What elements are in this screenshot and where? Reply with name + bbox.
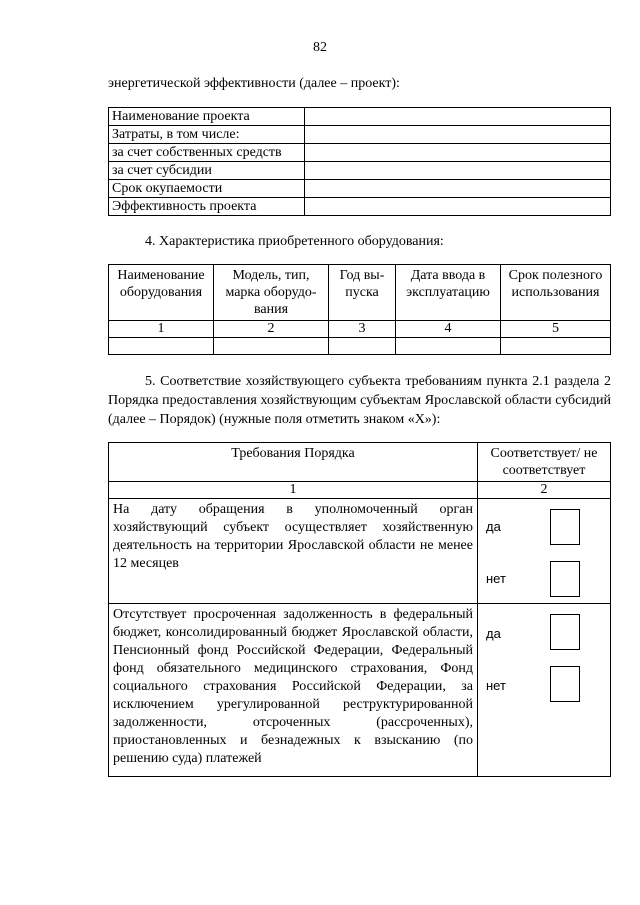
page-number: 82: [313, 40, 327, 55]
value-cell[interactable]: [305, 108, 611, 126]
col-header: Требования Порядка: [109, 443, 478, 482]
yes-label: да: [486, 519, 501, 534]
row-label: за счет субсидии: [109, 162, 305, 180]
table-row: [109, 162, 611, 180]
col-header: Срок полезного использования: [501, 265, 611, 321]
table-row: [109, 126, 611, 144]
col-header: Соответствует/ не соответствует: [478, 443, 611, 482]
value-cell[interactable]: [305, 162, 611, 180]
value-cell[interactable]: [305, 198, 611, 216]
row-label: за счет собственных средств: [109, 144, 305, 162]
header-row: [109, 443, 611, 482]
requirement-text: Отсутствует просроченная задолженность в федеральный бюджет, консолидированный бюджет Ярославской области, Пенсионный фонд Российской Федерации, Федеральный фонд обязательного медицинского страхования, Фонд социального страхования Российской Федерации, за исключением урегулированной реструктурированной задолженности, отсроченных (рассроченных), приостановленных и безнадежных к взысканию (по решению суда) платежей: [109, 604, 478, 777]
col-number: 5: [501, 321, 611, 338]
table-row: [109, 338, 611, 355]
yes-checkbox[interactable]: [550, 614, 580, 650]
requirements-table: [108, 442, 611, 777]
data-cell[interactable]: [329, 338, 396, 355]
col-number: 1: [109, 321, 214, 338]
no-label: нет: [486, 571, 506, 586]
no-checkbox[interactable]: [550, 561, 580, 597]
col-header: Наименование оборудования: [109, 265, 214, 321]
requirement-text: На дату обращения в уполномоченный орган хозяйствующий субъект осуществляет хозяйственную деятельность на территории Ярославской области не менее 12 месяцев: [109, 499, 478, 604]
table-row: [109, 180, 611, 198]
col-header: Дата ввода в эксплуатацию: [396, 265, 501, 321]
data-cell[interactable]: [501, 338, 611, 355]
col-number: 3: [329, 321, 396, 338]
check-cell: [478, 604, 611, 777]
yes-checkbox[interactable]: [550, 509, 580, 545]
table-row: [109, 198, 611, 216]
row-label: Срок окупаемости: [109, 180, 305, 198]
table-row: [109, 144, 611, 162]
number-row: [109, 321, 611, 338]
col-number: 2: [214, 321, 329, 338]
header-row: [109, 265, 611, 321]
col-header: Модель, тип, марка оборудо-вания: [214, 265, 329, 321]
row-label: Наименование проекта: [109, 108, 305, 126]
project-table: [108, 107, 611, 216]
col-number: 4: [396, 321, 501, 338]
equipment-table: [108, 264, 611, 355]
value-cell[interactable]: [305, 180, 611, 198]
col-number: 1: [109, 482, 478, 499]
yes-label: да: [486, 626, 501, 641]
row-label: Эффективность проекта: [109, 198, 305, 216]
value-cell[interactable]: [305, 126, 611, 144]
table-row: [109, 108, 611, 126]
row-label: Затраты, в том числе:: [109, 126, 305, 144]
check-cell: [478, 499, 611, 604]
col-number: 2: [478, 482, 611, 499]
data-cell[interactable]: [214, 338, 329, 355]
no-checkbox[interactable]: [550, 666, 580, 702]
value-cell[interactable]: [305, 144, 611, 162]
data-cell[interactable]: [396, 338, 501, 355]
data-cell[interactable]: [109, 338, 214, 355]
col-header: Год вы-пуска: [329, 265, 396, 321]
table-row: [109, 604, 611, 777]
table-row: [109, 499, 611, 604]
number-row: [109, 482, 611, 499]
section-5-text: 5. Соответствие хозяйствующего субъекта требованиям пункта 2.1 раздела 2 Порядка предоставления хозяйствующим субъектам Ярославской области субсидий (далее – Порядок) (нужные поля отметить знаком «Х»):: [108, 374, 611, 427]
section-4-title: 4. Характеристика приобретенного оборудования:: [145, 234, 444, 249]
no-label: нет: [486, 678, 506, 693]
intro-line: энергетической эффективности (далее – проект):: [108, 76, 400, 91]
